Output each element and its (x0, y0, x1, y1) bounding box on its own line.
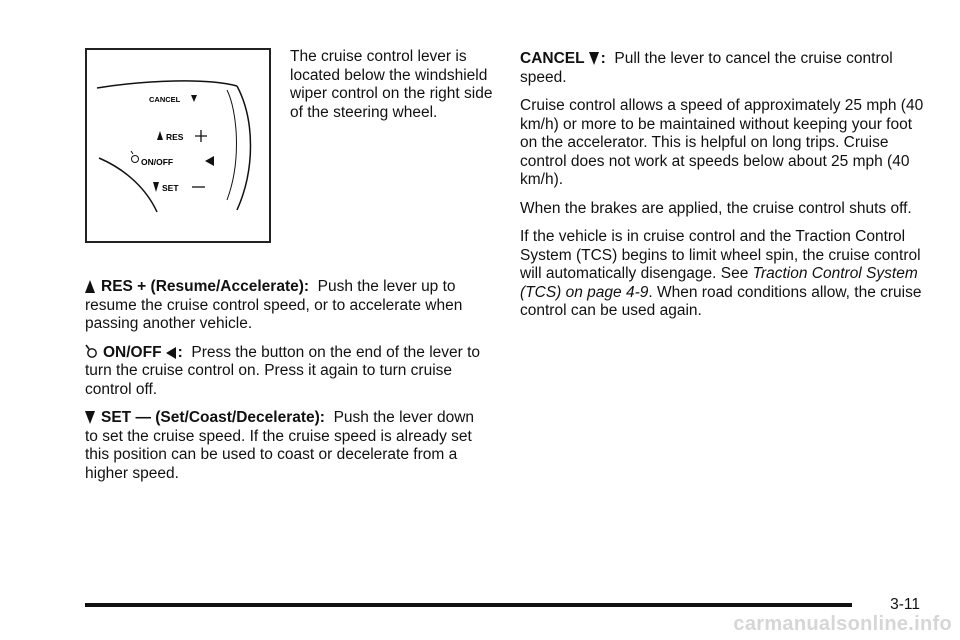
onoff-arrow-icon (205, 156, 214, 166)
cancel-text: Pull the lever to cancel the cruise control speed. (520, 50, 893, 86)
cancel-item (520, 50, 930, 87)
onoff-heading: ON/OFF (103, 343, 162, 361)
res-text: Push the lever up to resume the cruise control speed, or to accelerate when passing another vehicle. (85, 278, 463, 332)
lever-end-ridge (227, 90, 236, 200)
res-heading: RES + (Resume/Accelerate): (101, 278, 310, 295)
down-triangle-icon (85, 411, 95, 424)
up-triangle-icon (85, 280, 95, 293)
page-number: 3-11 (890, 596, 920, 613)
set-arrow-icon (153, 182, 159, 192)
left-triangle-icon (166, 347, 176, 359)
cancel-colon: : (600, 50, 606, 67)
tcs-page-reference: Traction Control System (TCS) on page 4-9 (520, 265, 918, 301)
res-item (85, 278, 490, 334)
tcs-text-after: . When road conditions allow, the cruise control can be used again. (520, 283, 922, 319)
set-text: Push the lever down to set the cruise speed. If the cruise speed is already set this position can be used to coast or decelerate from a higher speed. (85, 409, 475, 482)
lever-top-edge (97, 81, 237, 88)
set-heading: SET — (Set/Coast/Decelerate): (101, 409, 325, 426)
lever-end-cap (237, 86, 251, 210)
cruise-lever-illustration (85, 48, 271, 243)
tcs-paragraph (520, 228, 930, 321)
right-column (520, 50, 930, 331)
cruise-lever-drawing (87, 50, 269, 241)
cruise-speed-paragraph: Cruise control allows a speed of approximately 25 mph (40 km/h) or more to be maintained without keeping your foot on the accelerator. This is helpful on long trips. Cruise control does not work at speeds below about 25 mph (40 km/h). (520, 97, 924, 188)
intro-paragraph: The cruise control lever is located below the windshield wiper control on the right side of the steering wheel. (290, 48, 493, 121)
intro-column (290, 48, 495, 132)
onoff-item (85, 344, 490, 400)
set-item (85, 409, 490, 483)
onoff-label: ON/OFF (141, 157, 174, 167)
cancel-heading: CANCEL (520, 50, 585, 67)
cruise-speedometer-icon (131, 151, 139, 163)
tcs-text-before: If the vehicle is in cruise control and the Traction Control System (TCS) begins to limit wheel spin, the cruise control will automatically disengage. See (520, 228, 921, 282)
watermark: carmanualsonline.info (733, 613, 952, 635)
footer-rule (85, 603, 852, 607)
set-label: SET (162, 183, 179, 193)
onoff-colon: : (177, 343, 183, 361)
res-label: RES (166, 132, 184, 142)
plus-icon (195, 130, 207, 142)
brakes-paragraph: When the brakes are applied, the cruise control shuts off. (520, 199, 912, 217)
down-triangle-icon (589, 52, 599, 65)
cancel-arrow-icon (191, 95, 197, 102)
cancel-label: CANCEL (149, 95, 181, 104)
left-column (85, 278, 490, 493)
cruise-speedometer-icon (85, 344, 97, 359)
onoff-text: Press the button on the end of the lever to turn the cruise control on. Press it again to turn cruise control off. (85, 343, 481, 398)
res-arrow-icon (157, 131, 163, 140)
